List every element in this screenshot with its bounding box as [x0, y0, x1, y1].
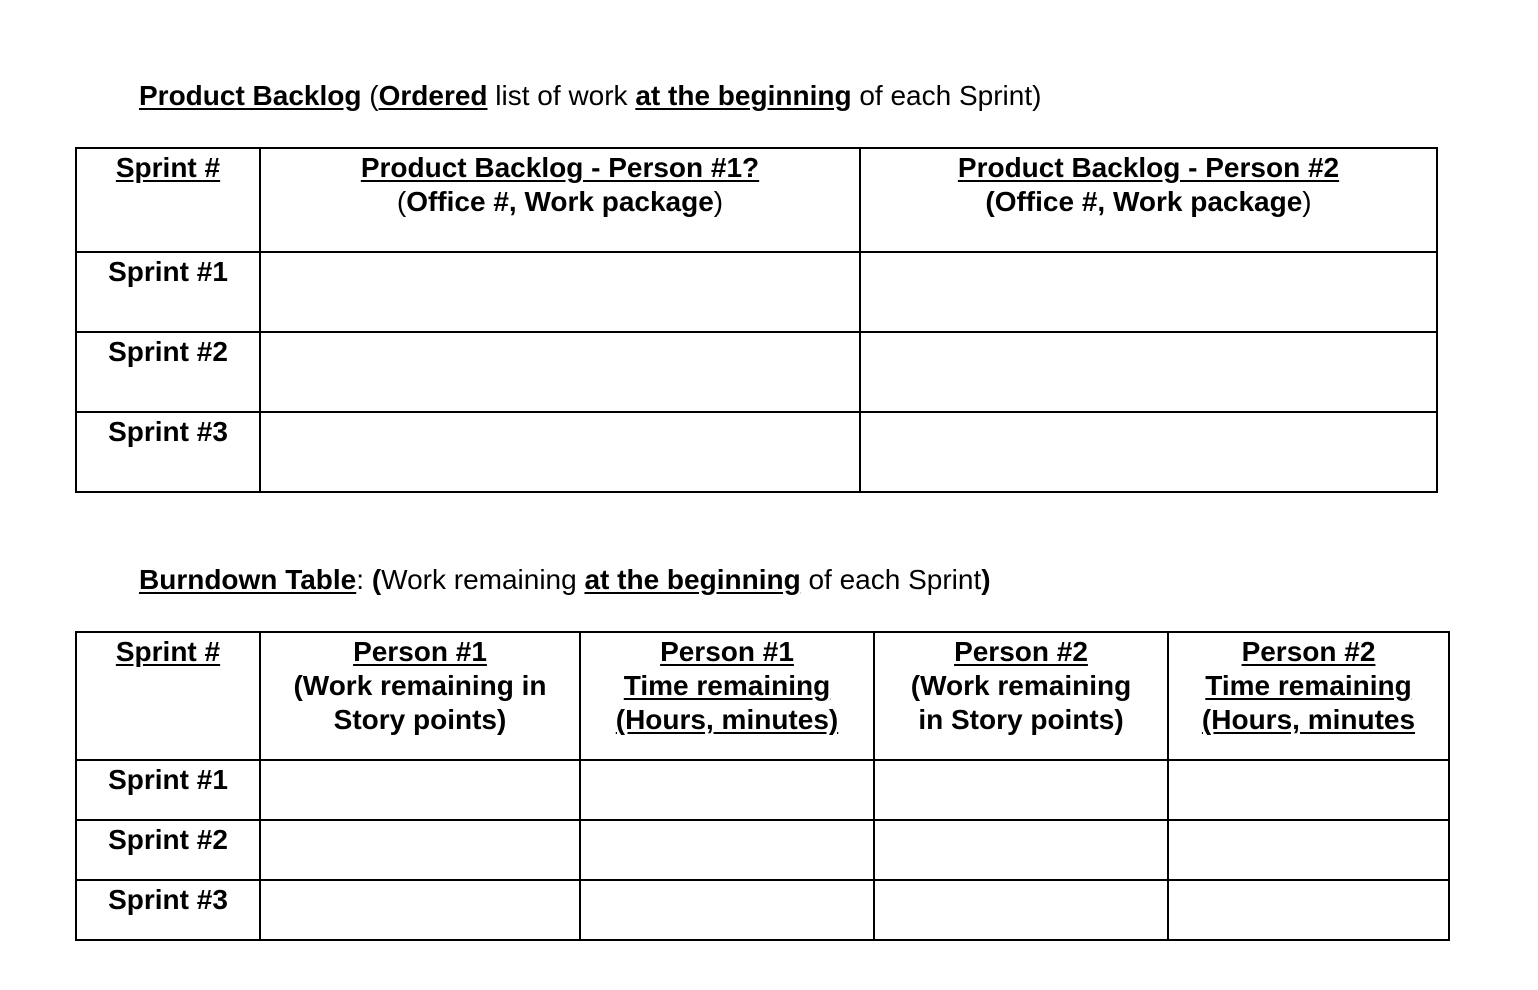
backlog-col-person1-title: Product Backlog - Person #1? — [360, 152, 760, 183]
backlog-heading-beginning: at the beginning — [635, 80, 852, 111]
table-row — [76, 820, 1449, 880]
sprint-label: Sprint #2 — [76, 332, 260, 412]
burndown-heading-paren-close: ) — [981, 564, 991, 595]
product-backlog-table — [75, 147, 1438, 493]
burndown-heading-title: Burndown Table — [139, 564, 357, 595]
backlog-cell-person1[interactable] — [260, 252, 860, 332]
burndown-heading-text-3: of each Sprint — [800, 564, 982, 595]
backlog-col-person1 — [260, 148, 860, 252]
burndown-table — [75, 631, 1450, 941]
burndown-heading-beginning: at the beginning — [584, 564, 801, 595]
burndown-col-header-line: (Work remaining — [910, 670, 1132, 701]
burndown-cell[interactable] — [1168, 880, 1449, 940]
burndown-col-sprint-label: Sprint # — [115, 636, 221, 667]
backlog-heading — [139, 80, 1041, 112]
backlog-col-person2-title: Product Backlog - Person #2 — [957, 152, 1340, 183]
burndown-col-sprint — [76, 632, 260, 760]
backlog-cell-person2[interactable] — [860, 252, 1437, 332]
backlog-col-person2-sub: Office #, Work package — [994, 186, 1303, 217]
table-row — [76, 760, 1449, 820]
burndown-cell[interactable] — [874, 820, 1168, 880]
backlog-col-sprint — [76, 148, 260, 252]
burndown-col-person1-work — [260, 632, 580, 760]
backlog-col-person2-paren-close: ) — [1302, 186, 1312, 217]
burndown-cell[interactable] — [874, 760, 1168, 820]
backlog-heading-text-2: list of work — [487, 80, 636, 111]
burndown-heading — [139, 564, 991, 596]
table-row — [76, 412, 1437, 492]
burndown-col-header-line: Person #2 — [1241, 636, 1376, 667]
sprint-label: Sprint #2 — [76, 820, 260, 880]
backlog-col-person1-subtitle — [261, 185, 859, 219]
table-row — [76, 332, 1437, 412]
burndown-heading-text-1: : — [356, 564, 372, 595]
sprint-label: Sprint #1 — [76, 252, 260, 332]
backlog-heading-text-3: of each Sprint) — [851, 80, 1042, 111]
backlog-header-row — [76, 148, 1437, 252]
burndown-col-person2-work — [874, 632, 1168, 760]
backlog-col-person1-sub: Office #, Work package — [406, 186, 714, 217]
backlog-cell-person2[interactable] — [860, 332, 1437, 412]
burndown-col-header-line: Time remaining — [1205, 670, 1412, 701]
table-row — [76, 880, 1449, 940]
sprint-label: Sprint #1 — [76, 760, 260, 820]
burndown-heading-paren-open: ( — [371, 564, 382, 595]
sprint-label: Sprint #3 — [76, 880, 260, 940]
backlog-cell-person2[interactable] — [860, 412, 1437, 492]
burndown-cell[interactable] — [580, 820, 874, 880]
backlog-col-person2-subtitle — [861, 185, 1436, 219]
burndown-cell[interactable] — [874, 880, 1168, 940]
burndown-col-header-line: Person #2 — [954, 636, 1088, 667]
backlog-col-sprint-label: Sprint # — [115, 152, 221, 183]
backlog-cell-person1[interactable] — [260, 412, 860, 492]
backlog-heading-ordered: Ordered — [378, 80, 488, 111]
backlog-cell-person1[interactable] — [260, 332, 860, 412]
burndown-col-header-line: Story points) — [333, 704, 507, 735]
burndown-col-header-line: in Story points) — [918, 704, 1124, 735]
burndown-col-person2-time — [1168, 632, 1449, 760]
sprint-label: Sprint #3 — [76, 412, 260, 492]
backlog-col-person2-paren-open: ( — [985, 186, 995, 217]
burndown-cell[interactable] — [260, 880, 580, 940]
burndown-cell[interactable] — [260, 820, 580, 880]
backlog-col-person2 — [860, 148, 1437, 252]
backlog-col-person1-paren-open: ( — [396, 186, 407, 217]
table-row — [76, 252, 1437, 332]
backlog-heading-text-1: ( — [361, 80, 379, 111]
backlog-heading-title: Product Backlog — [139, 80, 362, 111]
burndown-cell[interactable] — [580, 760, 874, 820]
burndown-col-header-line: (Work remaining in — [293, 670, 547, 701]
burndown-cell[interactable] — [260, 760, 580, 820]
burndown-heading-text-2: Work remaining — [381, 564, 585, 595]
burndown-cell[interactable] — [1168, 820, 1449, 880]
burndown-col-header-line: Person #1 — [353, 636, 487, 667]
burndown-cell[interactable] — [580, 880, 874, 940]
burndown-col-header-line: Person #1 — [660, 636, 794, 667]
burndown-col-header-line: (Hours, minutes — [1201, 704, 1416, 735]
burndown-col-person1-time — [580, 632, 874, 760]
burndown-col-header-line: (Hours, minutes) — [615, 704, 839, 735]
backlog-col-person1-paren-close: ) — [713, 186, 724, 217]
burndown-col-header-line: Time remaining — [623, 670, 831, 701]
burndown-cell[interactable] — [1168, 760, 1449, 820]
burndown-header-row — [76, 632, 1449, 760]
